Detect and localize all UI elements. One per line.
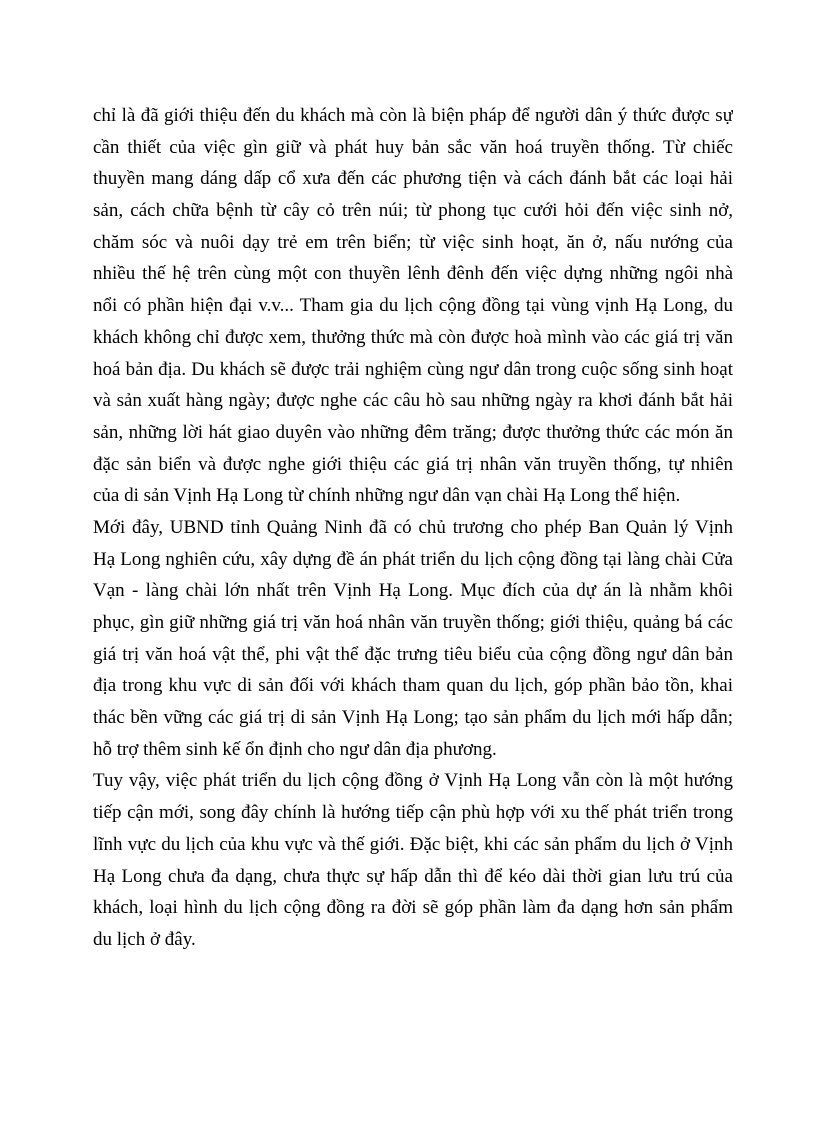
text-line: khách không chỉ được xem, thưởng thức mà còn được hoà mình vào các giá trị văn bbox=[93, 326, 733, 348]
text-line: giá trị văn hoá vật thể, phi vật thể đặc trưng tiêu biểu của cộng đồng ngư dân bản bbox=[93, 643, 733, 665]
text-line: địa trong khu vực di sản đối với khách tham quan du lịch, góp phần bảo tồn, khai bbox=[93, 675, 733, 697]
text-line: cần thiết của việc gìn giữ và phát huy bản sắc văn hoá truyền thống. Từ chiếc bbox=[93, 136, 733, 158]
text-line: nổi có phần hiện đại v.v... Tham gia du lịch cộng đồng tại vùng vịnh Hạ Long, du bbox=[93, 295, 733, 317]
text-line: Tuy vậy, việc phát triển du lịch cộng đồng ở Vịnh Hạ Long vẫn còn là một hướng bbox=[93, 770, 733, 792]
text-line: và sản xuất hàng ngày; được nghe các câu hò sau những ngày ra khơi đánh bắt hải bbox=[93, 390, 733, 412]
text-line: Hạ Long nghiên cứu, xây dựng đề án phát triển du lịch cộng đồng tại làng chài Cửa bbox=[93, 548, 733, 570]
text-line: hoá bản địa. Du khách sẽ được trải nghiệm cùng ngư dân trong cuộc sống sinh hoạt bbox=[93, 358, 733, 380]
text-line: chăm sóc và nuôi dạy trẻ em trên biển; từ việc sinh hoạt, ăn ở, nấu nướng của bbox=[93, 231, 733, 253]
text-line: thác bền vững các giá trị di sản Vịnh Hạ Long; tạo sản phẩm du lịch mới hấp dẫn; bbox=[93, 707, 733, 729]
text-line: thuyền mang dáng dấp cổ xưa đến các phương tiện và cách đánh bắt các loại hải bbox=[93, 168, 733, 190]
paragraph-end-line: hỗ trợ thêm sinh kế ổn định cho ngư dân địa phương. bbox=[93, 738, 497, 760]
body-text bbox=[93, 100, 733, 956]
text-line: đặc sản biển và được nghe giới thiệu các giá trị nhân văn truyền thống, tự nhiên bbox=[93, 453, 733, 475]
text-line: sản, những lời hát giao duyên vào những đêm trăng; được thưởng thức các món ăn bbox=[93, 421, 733, 443]
text-line: Mới đây, UBND tỉnh Quảng Ninh đã có chủ trương cho phép Ban Quản lý Vịnh bbox=[93, 516, 733, 538]
text-line: tiếp cận mới, song đây chính là hướng tiếp cận phù hợp với xu thế phát triển trong bbox=[93, 802, 733, 824]
text-line: nhiều thế hệ trên cùng một con thuyền lênh đênh đến việc dựng những ngôi nhà bbox=[93, 263, 733, 285]
paragraph-end-line: du lịch ở đây. bbox=[93, 928, 196, 950]
paragraph-end-line: của di sản Vịnh Hạ Long từ chính những ngư dân vạn chài Hạ Long thể hiện. bbox=[93, 485, 681, 507]
text-line: sản, cách chữa bệnh từ cây cỏ trên núi; từ phong tục cưới hỏi đến việc sinh nở, bbox=[93, 200, 733, 222]
text-line: lĩnh vực du lịch của khu vực và thế giới. Đặc biệt, khi các sản phẩm du lịch ở Vịnh bbox=[93, 833, 733, 855]
text-line: Vạn - làng chài lớn nhất trên Vịnh Hạ Long. Mục đích của dự án là nhằm khôi bbox=[93, 580, 733, 602]
text-line: Hạ Long chưa đa dạng, chưa thực sự hấp dẫn thì để kéo dài thời gian lưu trú của bbox=[93, 865, 733, 887]
text-line: khách, loại hình du lịch cộng đồng ra đời sẽ góp phần làm đa dạng hơn sản phẩm bbox=[93, 897, 733, 919]
text-line: chỉ là đã giới thiệu đến du khách mà còn là biện pháp để người dân ý thức được sự bbox=[93, 105, 733, 126]
text-line: phục, gìn giữ những giá trị văn hoá nhân văn truyền thống; giới thiệu, quảng bá các bbox=[93, 612, 733, 633]
